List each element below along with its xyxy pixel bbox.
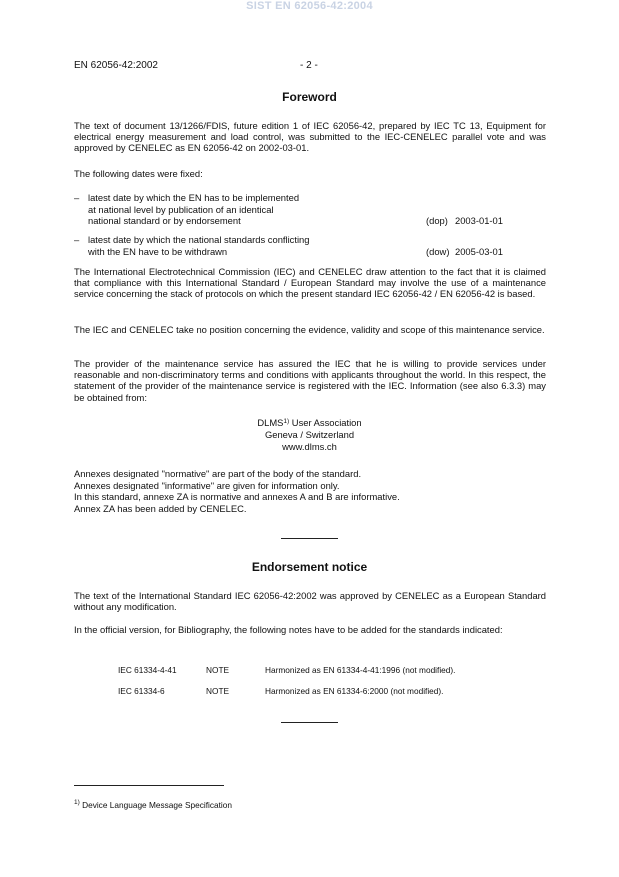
date-value: 2005-03-01 — [455, 245, 503, 257]
date-code: (dow) — [426, 245, 450, 257]
date-item-dash: – — [74, 234, 80, 245]
patent-paragraph: The International Electrotechnical Commission (IEC) and CENELEC draw attention to the fact that it is claimed that compliance with this International Standard / European Standard may involve the use of a maintenance service concerning the stack of protocols on which the present standard IEC 62056-42 / EN 62056-42 is based. — [74, 266, 546, 300]
date-item-line: with the EN have to be withdrawn — [88, 245, 228, 257]
note-label: NOTE — [206, 686, 230, 696]
annex-line: In this standard, annexe ZA is normative and annexes A and B are informative. — [74, 491, 400, 502]
date-code: (dop) — [426, 215, 448, 226]
section-divider — [281, 538, 338, 539]
endorsement-text: The text of the International Standard IEC 62056-42:2002 was approved by CENELEC as a European Standard without any modification. — [74, 590, 546, 613]
address-organization — [0, 417, 619, 429]
note-standard: IEC 61334-4-41 — [118, 665, 177, 675]
provider-paragraph: The provider of the maintenance service has assured the IEC that he is willing to provide services under reasonable and non-discriminatory terms and conditions with applicants throughout the world. In this respect, the statement of the provider of the maintenance service is registered with the IEC. Information (see also 6.3.3) may be obtained from: — [74, 358, 546, 403]
annex-line: Annexes designated "normative" are part of the body of the standard. — [74, 468, 362, 479]
date-item-line: at national level by publication of an identical — [88, 203, 274, 215]
footnote-text: Device Language Message Specification — [79, 800, 232, 810]
date-item-line: latest date by which the EN has to be implemented — [88, 192, 300, 203]
position-paragraph: The IEC and CENELEC take no position concerning the evidence, validity and scope of this maintenance service. — [74, 324, 545, 335]
address-web: www.dlms.ch — [282, 441, 337, 452]
note-text: Harmonized as EN 61334-6:2000 (not modified). — [265, 686, 444, 696]
footnote — [74, 800, 232, 810]
date-value: 2003-01-01 — [455, 215, 503, 226]
page-number: - 2 - — [300, 60, 318, 71]
date-item-dash: – — [74, 192, 80, 203]
address-city: Geneva / Switzerland — [264, 429, 355, 440]
endorsement-title: Endorsement notice — [251, 560, 368, 574]
dates-intro: The following dates were fixed: — [74, 168, 203, 179]
annex-line: Annexes designated "informative" are given for information only. — [74, 479, 340, 491]
watermark: SIST EN 62056-42:2004 — [246, 0, 373, 12]
note-text: Harmonized as EN 61334-4-41:1996 (not modified). — [265, 665, 456, 675]
foreword-title: Foreword — [282, 90, 337, 104]
note-label: NOTE — [206, 665, 230, 675]
footnote-separator — [74, 785, 224, 786]
org-name: DLMS — [257, 417, 284, 428]
footnote-ref: 1) — [283, 418, 290, 425]
annex-line: Annex ZA has been added by CENELEC. — [74, 502, 247, 514]
document-id: EN 62056-42:2002 — [74, 60, 158, 71]
date-item-line: national standard or by endorsement — [88, 215, 241, 226]
org-suffix: User Association — [289, 417, 362, 428]
section-divider — [281, 722, 338, 723]
bibliography-text: In the official version, for Bibliography, the following notes have to be added for the standards indicated: — [74, 624, 503, 635]
date-item-line: latest date by which the national standards conflicting — [88, 234, 310, 245]
note-standard: IEC 61334-6 — [118, 686, 165, 696]
foreword-intro: The text of document 13/1266/FDIS, future edition 1 of IEC 62056-42, prepared by IEC TC 13, Equipment for electrical energy measurement and load control, was submitted to the IEC-CENELEC parallel vote and was approved by CENELEC as EN 62056-42 on 2002-03-01. — [74, 120, 546, 154]
footnote-marker: 1) — [74, 799, 80, 806]
